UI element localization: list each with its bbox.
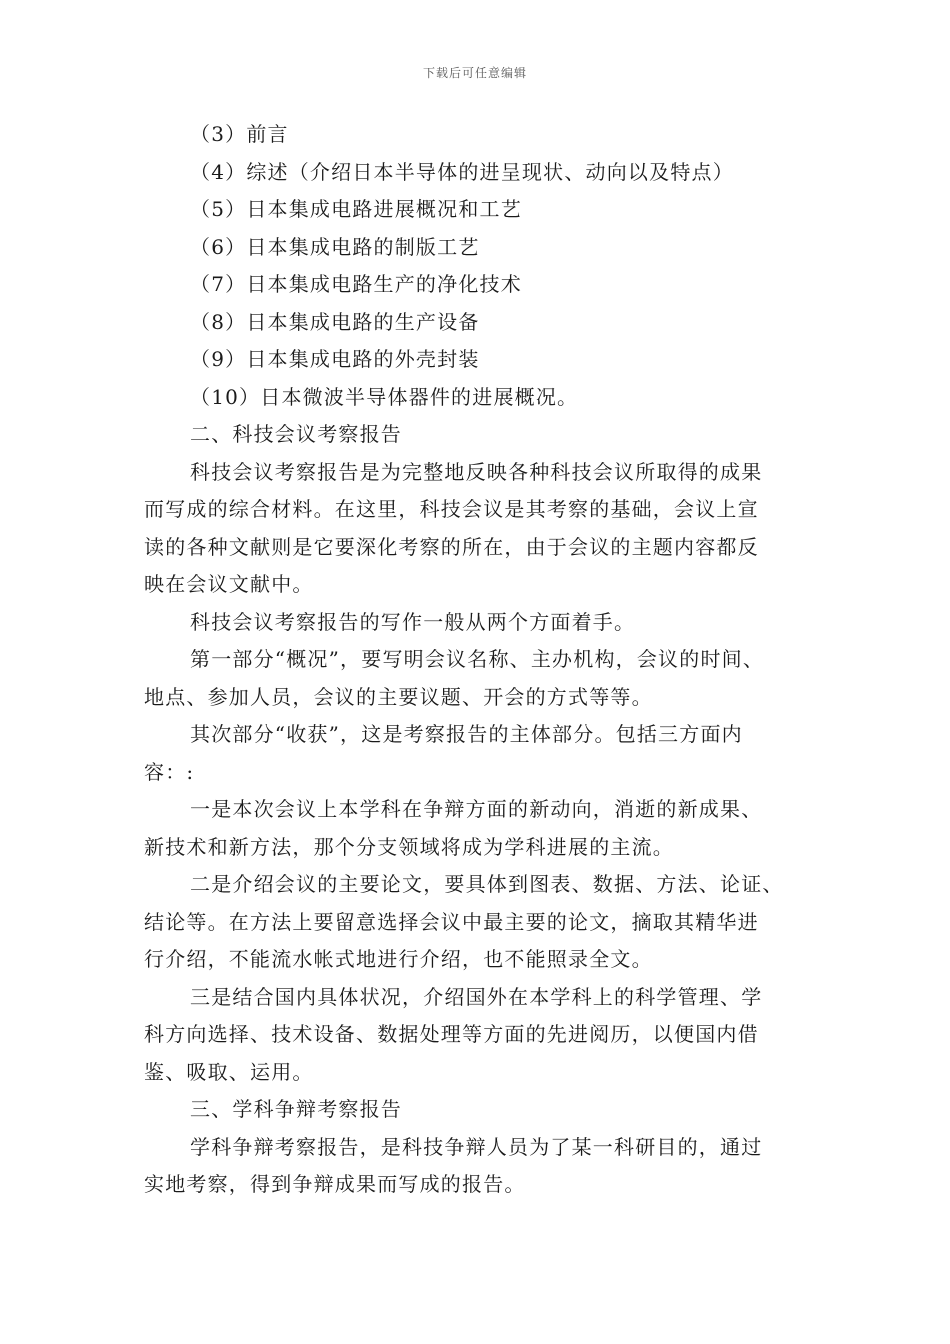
text-line: 二、科技会议考察报告 — [190, 422, 402, 446]
text-line: 鉴、吸取、运用。 — [144, 1059, 314, 1084]
text-line: 三是结合国内具体状况，介绍国外在本学科上的科学管理、学 — [190, 984, 763, 1009]
text-line: 二是介绍会议的主要论文，要具体到图表、数据、方法、论证、 — [190, 872, 784, 896]
text-line: （6）日本集成电路的制版工艺 — [190, 234, 480, 259]
text-line: 其次部分“收获”，这是考察报告的主体部分。包括三方面内 — [190, 722, 743, 746]
text-line: 新技术和新方法，那个分支领域将成为学科进展的主流。 — [144, 834, 674, 859]
text-line: 科技会议考察报告的写作一般从两个方面着手。 — [190, 609, 636, 634]
text-line: 而写成的综合材料。在这里，科技会议是其考察的基础，会议上宣 — [144, 497, 759, 521]
text-line: 容：: — [144, 759, 195, 784]
text-line: 地点、参加人员，会议的主要议题、开会的方式等等。 — [144, 684, 653, 709]
text-line: （5）日本集成电路进展概况和工艺 — [190, 197, 522, 221]
text-line: 一是本次会议上本学科在争辩方面的新动向，消逝的新成果、 — [190, 797, 763, 821]
text-line: 学科争辩考察报告，是科技争辩人员为了某一科研目的，通过 — [190, 1134, 763, 1159]
text-line: 实地考察，得到争辩成果而写成的报告。 — [144, 1172, 526, 1196]
text-line: 行介绍，不能流水帐式地进行介绍，也不能照录全文。 — [144, 947, 653, 971]
text-line: （8）日本集成电路的生产设备 — [190, 309, 480, 334]
text-line: 读的各种文献则是它要深化考察的所在，由于会议的主题内容都反 — [144, 534, 759, 559]
text-line: 结论等。在方法上要留意选择会议中最主要的论文，摘取其精华进 — [144, 909, 759, 934]
text-line: 第一部分“概况”，要写明会议名称、主办机构，会议的时间、 — [190, 647, 765, 671]
text-line: （10）日本微波半导体器件的进展概况。 — [190, 384, 579, 409]
text-line: （7）日本集成电路生产的净化技术 — [190, 272, 522, 296]
text-line: （4）综述（介绍日本半导体的进呈现状、动向以及特点） — [190, 159, 734, 184]
text-line: （9）日本集成电路的外壳封装 — [190, 347, 480, 371]
text-line: 科方向选择、技术设备、数据处理等方面的先进阅历，以便国内借 — [144, 1022, 759, 1046]
document-body — [144, 116, 830, 1204]
page-header: 下载后可任意编辑 — [422, 66, 527, 80]
text-line: 三、学科争辩考察报告 — [190, 1097, 402, 1121]
text-line: 映在会议文献中。 — [144, 572, 314, 596]
text-line: 科技会议考察报告是为完整地反映各种科技会议所取得的成果 — [190, 459, 763, 484]
text-line: （3）前言 — [190, 122, 289, 146]
